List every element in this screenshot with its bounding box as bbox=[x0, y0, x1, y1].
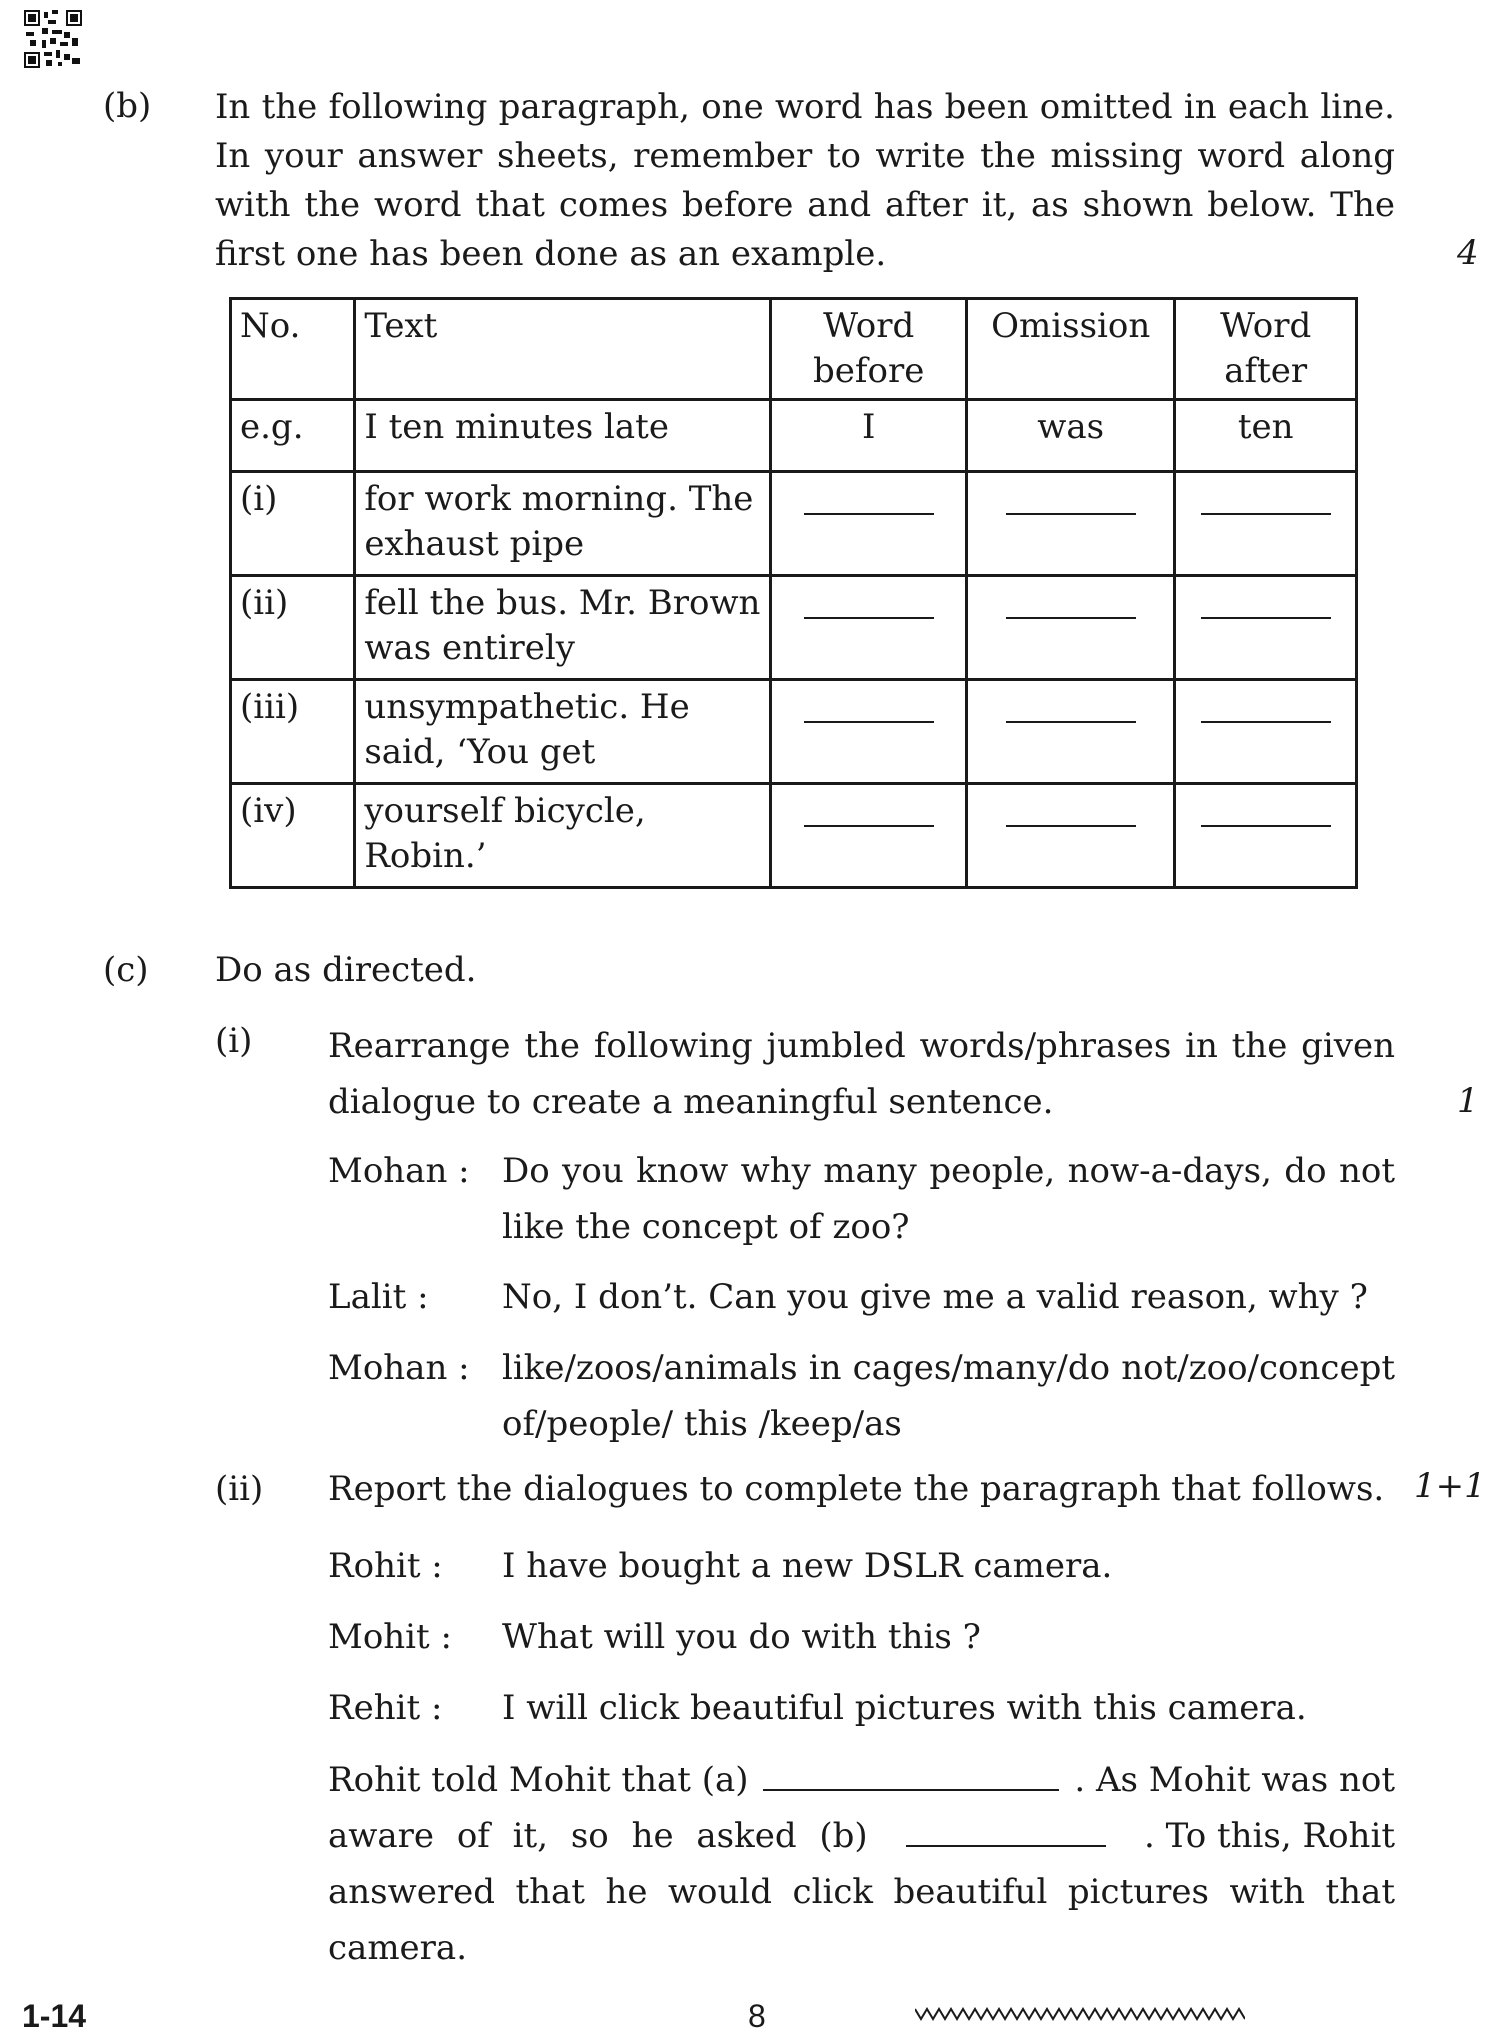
row-no: (i) bbox=[231, 472, 355, 576]
dialogue-text: of/people/ this /keep/as bbox=[502, 1404, 902, 1444]
row-no: (ii) bbox=[231, 576, 355, 680]
header-word-after-line1: Word bbox=[1220, 306, 1312, 346]
dialogue-speaker: Rehit : bbox=[328, 1688, 443, 1728]
row-text bbox=[355, 784, 771, 888]
part-i-marks: 1 bbox=[1457, 1081, 1479, 1121]
table-row bbox=[231, 784, 1357, 888]
paragraph-line: camera. bbox=[328, 1928, 468, 1968]
question-c-label: (c) bbox=[103, 950, 149, 990]
row-no: (iii) bbox=[231, 680, 355, 784]
instruction-line: In your answer sheets, remember to write the missing word along bbox=[215, 136, 1395, 176]
paragraph-line: answered that he would click beautiful pictures with that bbox=[328, 1872, 1395, 1912]
row-text-line: said, ‘You get bbox=[364, 732, 596, 772]
instruction-line: In the following paragraph, one word has been omitted in each line. bbox=[215, 87, 1395, 127]
dialogue-line bbox=[502, 1340, 1395, 1452]
dialogue-text: I have bought a new DSLR camera. bbox=[502, 1546, 1113, 1586]
paragraph-text: aware of it, so he asked (b) bbox=[328, 1816, 868, 1856]
answer-word-after[interactable] bbox=[1175, 472, 1357, 576]
answer-word-before[interactable] bbox=[771, 784, 967, 888]
instruction-line: first one has been done as an example. bbox=[215, 234, 887, 274]
answer-blank-b[interactable] bbox=[906, 1844, 1106, 1847]
report-paragraph bbox=[328, 1752, 1395, 1976]
part-i-instructions bbox=[328, 1018, 1395, 1130]
table-row bbox=[231, 400, 1357, 472]
answer-word-before[interactable] bbox=[771, 472, 967, 576]
part-i-label: (i) bbox=[215, 1021, 253, 1061]
header-text: Text bbox=[355, 299, 771, 400]
dialogue-speaker: Lalit : bbox=[328, 1277, 429, 1317]
row-text-line: Robin.’ bbox=[364, 836, 487, 876]
question-b-label: (b) bbox=[103, 86, 152, 126]
omission-table bbox=[229, 297, 1358, 889]
row-text-line: unsympathetic. He bbox=[364, 687, 690, 727]
dialogue-text: I will click beautiful pictures with this camera. bbox=[502, 1688, 1307, 1728]
header-omission: Omission bbox=[966, 299, 1175, 400]
row-text-line: yourself bicycle, bbox=[364, 791, 646, 831]
table-row bbox=[231, 680, 1357, 784]
header-word-before-line1: Word bbox=[823, 306, 915, 346]
header-word-after bbox=[1175, 299, 1357, 400]
paragraph-text: Rohit told Mohit that (a) bbox=[328, 1760, 749, 1800]
row-word-before: I bbox=[771, 400, 967, 472]
instruction-line: dialogue to create a meaningful sentence. bbox=[328, 1082, 1054, 1122]
instruction-line: Rearrange the following jumbled words/phrases in the given bbox=[328, 1026, 1395, 1066]
row-text-line: was entirely bbox=[364, 628, 575, 668]
row-text-line: exhaust pipe bbox=[364, 524, 585, 564]
dialogue-speaker: Mohit : bbox=[328, 1617, 452, 1657]
table-row bbox=[231, 576, 1357, 680]
row-text bbox=[355, 472, 771, 576]
answer-omission[interactable] bbox=[966, 576, 1175, 680]
dialogue-line bbox=[502, 1269, 1395, 1325]
instruction-line: with the word that comes before and after it, as shown below. The bbox=[215, 185, 1395, 225]
header-word-before bbox=[771, 299, 967, 400]
header-no: No. bbox=[231, 299, 355, 400]
row-text: I ten minutes late bbox=[355, 400, 771, 472]
answer-omission[interactable] bbox=[966, 472, 1175, 576]
row-text bbox=[355, 576, 771, 680]
header-word-after-line2: after bbox=[1224, 351, 1308, 391]
answer-word-before[interactable] bbox=[771, 680, 967, 784]
answer-blank-a[interactable] bbox=[763, 1788, 1059, 1791]
dialogue-speaker: Mohan : bbox=[328, 1151, 470, 1191]
dialogue-line bbox=[502, 1143, 1395, 1255]
row-no: e.g. bbox=[231, 400, 355, 472]
row-omission: was bbox=[966, 400, 1175, 472]
paragraph-text: . To this, Rohit bbox=[1144, 1816, 1395, 1856]
row-text-line: for work morning. The bbox=[364, 479, 754, 519]
question-b-marks: 4 bbox=[1457, 233, 1479, 273]
table-row bbox=[231, 472, 1357, 576]
answer-word-after[interactable] bbox=[1175, 680, 1357, 784]
row-text-line: fell the bus. Mr. Brown bbox=[364, 583, 761, 623]
paper-code: 1-14 bbox=[22, 1998, 87, 2034]
dialogue-text: like the concept of zoo? bbox=[502, 1207, 910, 1247]
paragraph-text: . As Mohit was not bbox=[1074, 1760, 1395, 1800]
dialogue-speaker: Mohan : bbox=[328, 1348, 470, 1388]
answer-omission[interactable] bbox=[966, 784, 1175, 888]
row-text bbox=[355, 680, 771, 784]
row-word-after: ten bbox=[1175, 400, 1357, 472]
part-ii-marks: 1+1 bbox=[1414, 1466, 1486, 1506]
part-ii-instruction: Report the dialogues to complete the paragraph that follows. bbox=[328, 1469, 1385, 1509]
qr-code-icon bbox=[24, 10, 82, 68]
part-ii-label: (ii) bbox=[215, 1469, 264, 1509]
answer-omission[interactable] bbox=[966, 680, 1175, 784]
header-word-before-line2: before bbox=[813, 351, 925, 391]
row-no: (iv) bbox=[231, 784, 355, 888]
dialogue-text: like/zoos/animals in cages/many/do not/zoo/concept bbox=[502, 1348, 1395, 1388]
paragraph-line bbox=[328, 1752, 1395, 1808]
paragraph-line bbox=[328, 1808, 1395, 1864]
dialogue-text: Do you know why many people, now-a-days, do not bbox=[502, 1151, 1395, 1191]
page-number: 8 bbox=[748, 1998, 766, 2034]
dialogue-speaker: Rohit : bbox=[328, 1546, 443, 1586]
table-header-row bbox=[231, 299, 1357, 400]
answer-word-after[interactable] bbox=[1175, 784, 1357, 888]
answer-word-after[interactable] bbox=[1175, 576, 1357, 680]
question-c-heading: Do as directed. bbox=[215, 950, 477, 990]
question-b-instructions bbox=[215, 83, 1395, 279]
wave-decoration-icon bbox=[915, 2005, 1245, 2023]
answer-word-before[interactable] bbox=[771, 576, 967, 680]
dialogue-text: What will you do with this ? bbox=[502, 1617, 981, 1657]
dialogue-text: No, I don’t. Can you give me a valid reason, why ? bbox=[502, 1277, 1368, 1317]
